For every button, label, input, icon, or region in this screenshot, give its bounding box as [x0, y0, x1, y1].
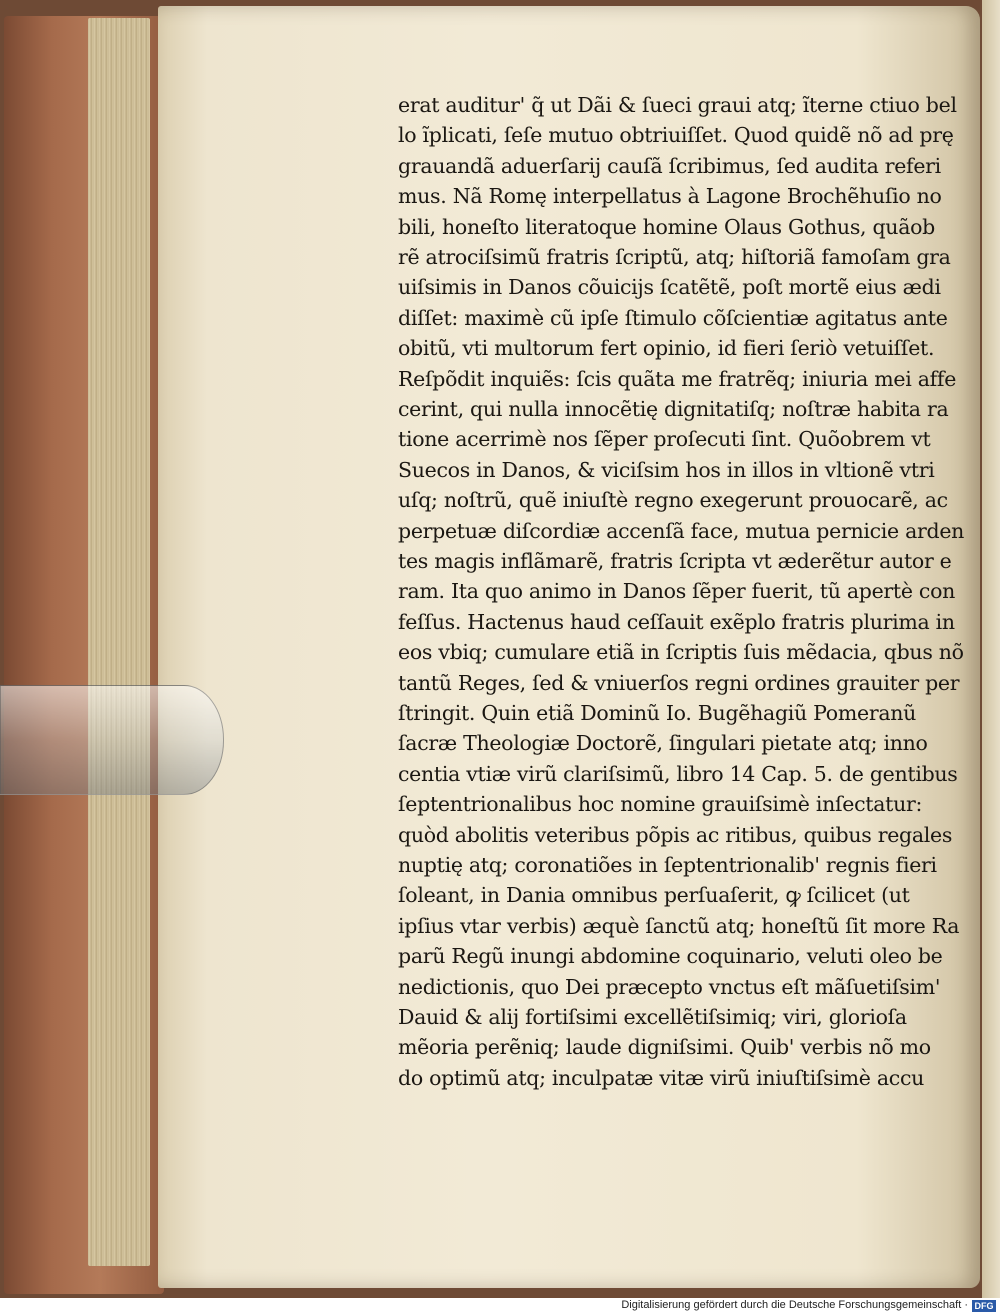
text-line: centia vtiæ virũ clariſsimũ, libro 14 Cap. 5. de gentibus [398, 762, 958, 786]
text-line: nuptię atq; coronatiões in ſeptentrionalib' regnis fieri [398, 853, 937, 877]
text-line: ſtringit. Quin etiã Dominũ Io. Bugẽhagiũ Pomeranũ [398, 701, 917, 725]
text-line: bili, honeſto literatoque homine Olaus Gothus, quãob [398, 215, 935, 239]
page-edges [88, 18, 150, 1266]
text-line: grauandã aduerſarij cauſã ſcribimus, ſed audita referi [398, 154, 941, 178]
text-line: diſſet: maximè cũ ipſe ſtimulo cõſcientiæ agitatus ante [398, 306, 948, 330]
text-line: mus. Nã Romę interpellatus à Lagone Brochẽhuſio no [398, 184, 942, 208]
text-line: quòd abolitis veteribus põpis ac ritibus, quibus regales [398, 823, 953, 847]
text-line: tes magis inflãmarẽ, fratris ſcripta vt æderẽtur autor e [398, 549, 952, 573]
glass-page-clamp [0, 685, 224, 795]
text-line: ſoleant, in Dania omnibus perſuaſerit, ꝙ ſcilicet (ut [398, 883, 910, 907]
text-line: ſeptentrionalibus hoc nomine grauiſsimè inſectatur: [398, 792, 923, 816]
text-line: uſq; noſtrũ, quẽ iniuſtè regno exegerunt prouocarẽ, ac [398, 488, 948, 512]
text-line: eos vbiq; cumulare etiã in ſcriptis ſuis mẽdacia, qbus nõ [398, 640, 964, 664]
text-line: tione acerrimè nos ſẽper proſecuti ſint. Quõobrem vt [398, 427, 931, 451]
text-line: cerint, qui nulla innocẽtię dignitatiſq; noſtræ habita ra [398, 397, 949, 421]
text-line: tantũ Reges, ſed & vniuerſos regni ordines grauiter per [398, 671, 960, 695]
text-line: mẽoria perẽniq; laude digniſsimi. Quib' verbis nõ mo [398, 1035, 931, 1059]
text-line: parũ Regũ inungi abdomine coquinario, veluti oleo be [398, 944, 943, 968]
text-line: Suecos in Danos, & viciſsim hos in illos in vltionẽ vtri [398, 458, 935, 482]
text-line: obitũ, vti multorum fert opinio, id fieri ſeriò vetuiſſet. [398, 336, 935, 360]
text-line: uiſsimis in Danos cõuicijs ſcatẽtẽ, poſt mortẽ eius ædi [398, 275, 941, 299]
footer-credit: Digitalisierung gefördert durch die Deutsche Forschungsgemeinschaft · [621, 1299, 968, 1311]
text-line: do optimũ atq; inculpatæ vitæ virũ iniuſtiſsimè accu [398, 1066, 925, 1090]
text-line: rẽ atrociſsimũ fratris ſcriptũ, atq; hiſtoriã famoſam gra [398, 245, 951, 269]
text-line: ram. Ita quo animo in Danos ſẽper fuerit, tũ apertè con [398, 579, 956, 603]
footer-bar [0, 1298, 1000, 1315]
text-line: perpetuæ diſcordiæ accenſã face, mutua pernicie arden [398, 519, 965, 543]
text-line: nedictionis, quo Dei præcepto vnctus eſt mãſuetiſsim' [398, 975, 941, 999]
dfg-logo-icon: DFG [972, 1300, 996, 1312]
text-line: Reſpõdit inquiẽs: ſcis quãta me fratrẽq; iniuria mei affe [398, 367, 957, 391]
text-line: lo ĩplicati, ſeſe mutuo obtriuiſſet. Quod quidẽ nõ ad prę [398, 123, 954, 147]
text-line: feſſus. Hactenus haud ceſſauit exẽplo fratris plurima in [398, 610, 955, 634]
next-page-edge [982, 0, 1000, 1298]
text-line: ſacræ Theologiæ Doctorẽ, ſingulari pietate atq; inno [398, 731, 928, 755]
page-text-block [398, 90, 964, 1090]
text-line: ipſius vtar verbis) æquè ſanctũ atq; honeſtũ ſit more Ra [398, 914, 960, 938]
text-line: Dauid & alij fortiſsimi excellẽtiſsimiq; viri, glorioſa [398, 1005, 907, 1029]
text-line: erat auditur' q̃ ut Dãi & ſueci graui atq; ĩterne ctiuo bel [398, 93, 957, 117]
